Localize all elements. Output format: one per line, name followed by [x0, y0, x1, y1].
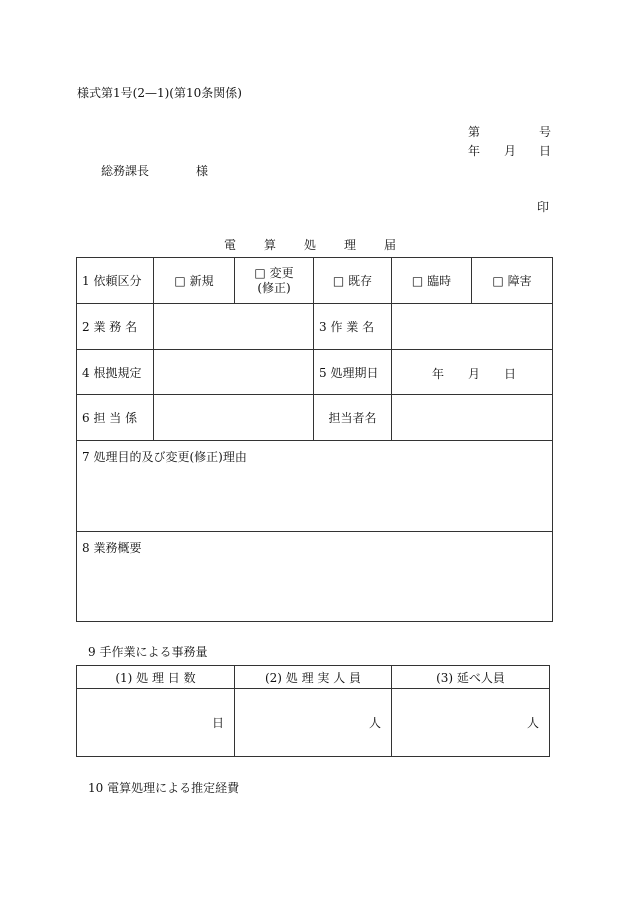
period-label: 5 処理期日 — [313, 349, 392, 395]
form-id: 様式第1号(2—1)(第10条関係) — [77, 86, 242, 100]
period-year: 年 — [432, 367, 445, 381]
unit-persons: 人 — [368, 716, 381, 730]
seal-mark: 印 — [537, 200, 550, 214]
option-change-label: □ 変更 — [254, 265, 294, 280]
option-new[interactable]: □ 新規 — [153, 257, 235, 304]
honorific: 様 — [196, 164, 209, 178]
basis-field[interactable] — [153, 349, 314, 395]
number-prefix: 第 — [468, 125, 481, 139]
work-name-field[interactable] — [391, 303, 553, 350]
period-day: 日 — [504, 367, 517, 381]
business-name-label: 2 業 務 名 — [76, 303, 154, 350]
unit-persons-total: 人 — [526, 716, 539, 730]
addressee: 総務課長 — [101, 164, 150, 178]
unit-days: 日 — [211, 716, 224, 730]
basis-label: 4 根拠規定 — [76, 349, 154, 395]
person-label: 担当者名 — [313, 394, 392, 441]
option-failure[interactable]: □ 障害 — [471, 257, 553, 304]
total-staff-field[interactable] — [391, 688, 550, 757]
overview-label: 8 業務概要 — [82, 541, 142, 555]
section9-heading: 9 手作業による事務量 — [88, 645, 208, 659]
person-field[interactable] — [391, 394, 553, 441]
purpose-label: 7 処理目的及び変更(修正)理由 — [82, 450, 247, 464]
option-existing[interactable]: □ 既存 — [313, 257, 392, 304]
date-year: 年 — [468, 144, 481, 158]
actual-staff-field[interactable] — [234, 688, 392, 757]
request-type-label: 1 依頼区分 — [76, 257, 154, 304]
number-suffix: 号 — [539, 125, 552, 139]
staff-field[interactable] — [153, 394, 314, 441]
staff-label: 6 担 当 係 — [76, 394, 154, 441]
date-day: 日 — [539, 144, 552, 158]
col-actual-staff: (2) 処 理 実 人 員 — [234, 665, 392, 689]
option-temporary[interactable]: □ 臨時 — [391, 257, 472, 304]
purpose-field[interactable] — [76, 440, 553, 532]
period-field[interactable] — [391, 349, 553, 395]
period-month: 月 — [468, 367, 481, 381]
work-name-label: 3 作 業 名 — [313, 303, 392, 350]
date-month: 月 — [504, 144, 517, 158]
overview-field[interactable] — [76, 531, 553, 622]
col-total-staff: (3) 延べ人員 — [391, 665, 550, 689]
option-change-sub: (修正) — [257, 280, 291, 295]
col-processing-days: (1) 処 理 日 数 — [76, 665, 235, 689]
business-name-field[interactable] — [153, 303, 314, 350]
section10-heading: 10 電算処理による推定経費 — [88, 781, 240, 795]
document-title: 電算処理届 — [224, 238, 425, 252]
option-change[interactable] — [234, 257, 314, 304]
processing-days-field[interactable] — [76, 688, 235, 757]
